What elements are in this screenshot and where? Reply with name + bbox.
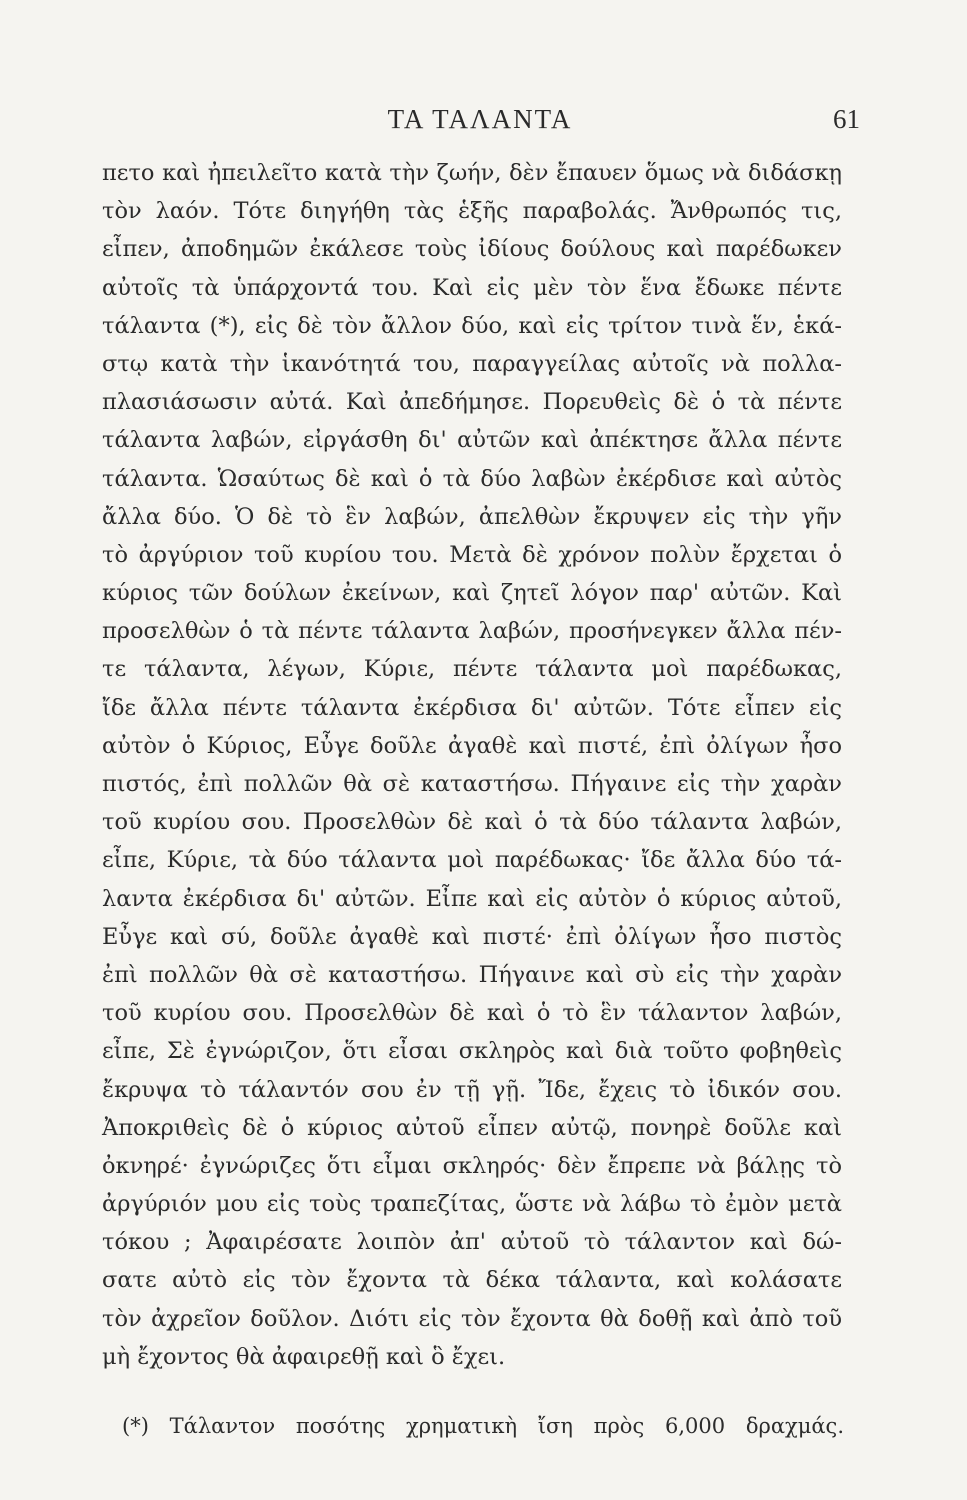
text-line: ἄλλα δύο. Ὁ δὲ τὸ ἓν λαβών, ἀπελθὼν ἔκρυψεν εἰς τὴν γῆν [102, 503, 842, 530]
text-line: τὸν λαόν. Τότε διηγήθη τὰς ἑξῆς παραβολάς. Ἄνθρωπός τις, [102, 198, 842, 225]
footnote: (*) Τάλαντον ποσότης χρηματικὴ ἴση πρὸς 6,000 δραχμάς. [122, 1414, 844, 1438]
page-number: 61 [833, 104, 860, 134]
text-line: μὴ ἔχοντος θὰ ἀφαιρεθῇ καὶ ὃ ἔχει. [102, 1343, 506, 1370]
text-line: εἶπεν, ἀποδημῶν ἐκάλεσε τοὺς ἰδίους δούλους καὶ παρέδωκεν [102, 236, 842, 263]
text-line: εἶπε, Σὲ ἐγνώριζον, ὅτι εἶσαι σκληρὸς καὶ διὰ τοῦτο φοβηθεὶς [102, 1038, 842, 1065]
text-line: Εὖγε καὶ σύ, δοῦλε ἀγαθὲ καὶ πιστέ· ἐπὶ ὀλίγων ἦσο πιστὸς [102, 923, 842, 950]
text-line: λαντα ἐκέρδισα δι' αὐτῶν. Εἶπε καὶ εἰς αὐτὸν ὁ κύριος αὐτοῦ, [102, 885, 842, 912]
text-line: ἴδε ἄλλα πέντε τάλαντα ἐκέρδισα δι' αὐτῶν. Τότε εἶπεν εἰς [102, 694, 842, 721]
page-header [100, 104, 860, 144]
text-line: σατε αὐτὸ εἰς τὸν ἔχοντα τὰ δέκα τάλαντα, καὶ κολάσατε [102, 1267, 842, 1294]
text-line: τὸ ἀργύριον τοῦ κυρίου του. Μετὰ δὲ χρόνον πολὺν ἔρχεται ὁ [102, 541, 842, 568]
text-line: κύριος τῶν δούλων ἐκείνων, καὶ ζητεῖ λόγον παρ' αὐτῶν. Καὶ [102, 580, 842, 607]
text-line: τοῦ κυρίου σου. Προσελθὼν δὲ καὶ ὁ τὰ δύο τάλαντα λαβών, [102, 809, 842, 836]
text-line: τοῦ κυρίου σου. Προσελθὼν δὲ καὶ ὁ τὸ ἓν τάλαντον λαβών, [102, 1000, 842, 1027]
text-line: ὀκνηρέ· ἐγνώριζες ὅτι εἶμαι σκληρός· δὲν ἔπρεπε νὰ βάλῃς τὸ [102, 1152, 842, 1179]
text-line: ἀργύριόν μου εἰς τοὺς τραπεζίτας, ὥστε νὰ λάβω τὸ ἐμὸν μετὰ [102, 1191, 842, 1218]
text-line: τάλαντα. Ὡσαύτως δὲ καὶ ὁ τὰ δύο λαβὼν ἐκέρδισε καὶ αὐτὸς [102, 465, 842, 492]
text-line: προσελθὼν ὁ τὰ πέντε τάλαντα λαβών, προσήνεγκεν ἄλλα πέν- [102, 618, 842, 645]
text-line: Ἀποκριθεὶς δὲ ὁ κύριος αὐτοῦ εἶπεν αὐτῷ, πονηρὲ δοῦλε καὶ [102, 1114, 842, 1141]
text-line: τε τάλαντα, λέγων, Κύριε, πέντε τάλαντα μοὶ παρέδωκας, [102, 656, 842, 683]
text-line: πιστός, ἐπὶ πολλῶν θὰ σὲ καταστήσω. Πήγαινε εἰς τὴν χαρὰν [102, 771, 842, 797]
text-line: αὐτοῖς τὰ ὑπάρχοντά του. Καὶ εἰς μὲν τὸν ἕνα ἔδωκε πέντε [102, 274, 842, 301]
text-line: τόκου ; Ἀφαιρέσατε λοιπὸν ἀπ' αὐτοῦ τὸ τάλαντον καὶ δώ- [102, 1229, 842, 1256]
text-line: τὸν ἀχρεῖον δοῦλον. Διότι εἰς τὸν ἔχοντα θὰ δοθῇ καὶ ἀπὸ τοῦ [102, 1305, 842, 1332]
text-line: τάλαντα (*), εἰς δὲ τὸν ἄλλον δύο, καὶ εἰς τρίτον τινὰ ἕν, ἑκά- [102, 312, 842, 339]
text-line: πλασιάσωσιν αὐτά. Καὶ ἀπεδήμησε. Πορευθεὶς δὲ ὁ τὰ πέντε [102, 389, 842, 416]
body-text [102, 154, 842, 1376]
text-line: στῳ κατὰ τὴν ἱκανότητά του, παραγγείλας αὐτοῖς νὰ πολλα- [102, 350, 842, 377]
text-line: αὐτὸν ὁ Κύριος, Εὖγε δοῦλε ἀγαθὲ καὶ πιστέ, ἐπὶ ὀλίγων ἦσο [102, 732, 842, 759]
running-title: ΤΑ ΤΑΛΑΝΤΑ [387, 104, 573, 134]
text-line: ἔκρυψα τὸ τάλαντόν σου ἐν τῇ γῇ. Ἴδε, ἔχεις τὸ ἰδικόν σου. [102, 1076, 842, 1103]
text-line: ἐπὶ πολλῶν θὰ σὲ καταστήσω. Πήγαινε καὶ σὺ εἰς τὴν χαρὰν [102, 961, 842, 988]
text-line: εἶπε, Κύριε, τὰ δύο τάλαντα μοὶ παρέδωκας· ἴδε ἄλλα δύο τά- [102, 847, 842, 874]
text-line: τάλαντα λαβών, εἰργάσθη δι' αὐτῶν καὶ ἀπέκτησε ἄλλα πέντε [102, 427, 842, 454]
text-line: πετο καὶ ἠπειλεῖτο κατὰ τὴν ζωήν, δὲν ἔπαυεν ὅμως νὰ διδάσκῃ [102, 160, 842, 186]
